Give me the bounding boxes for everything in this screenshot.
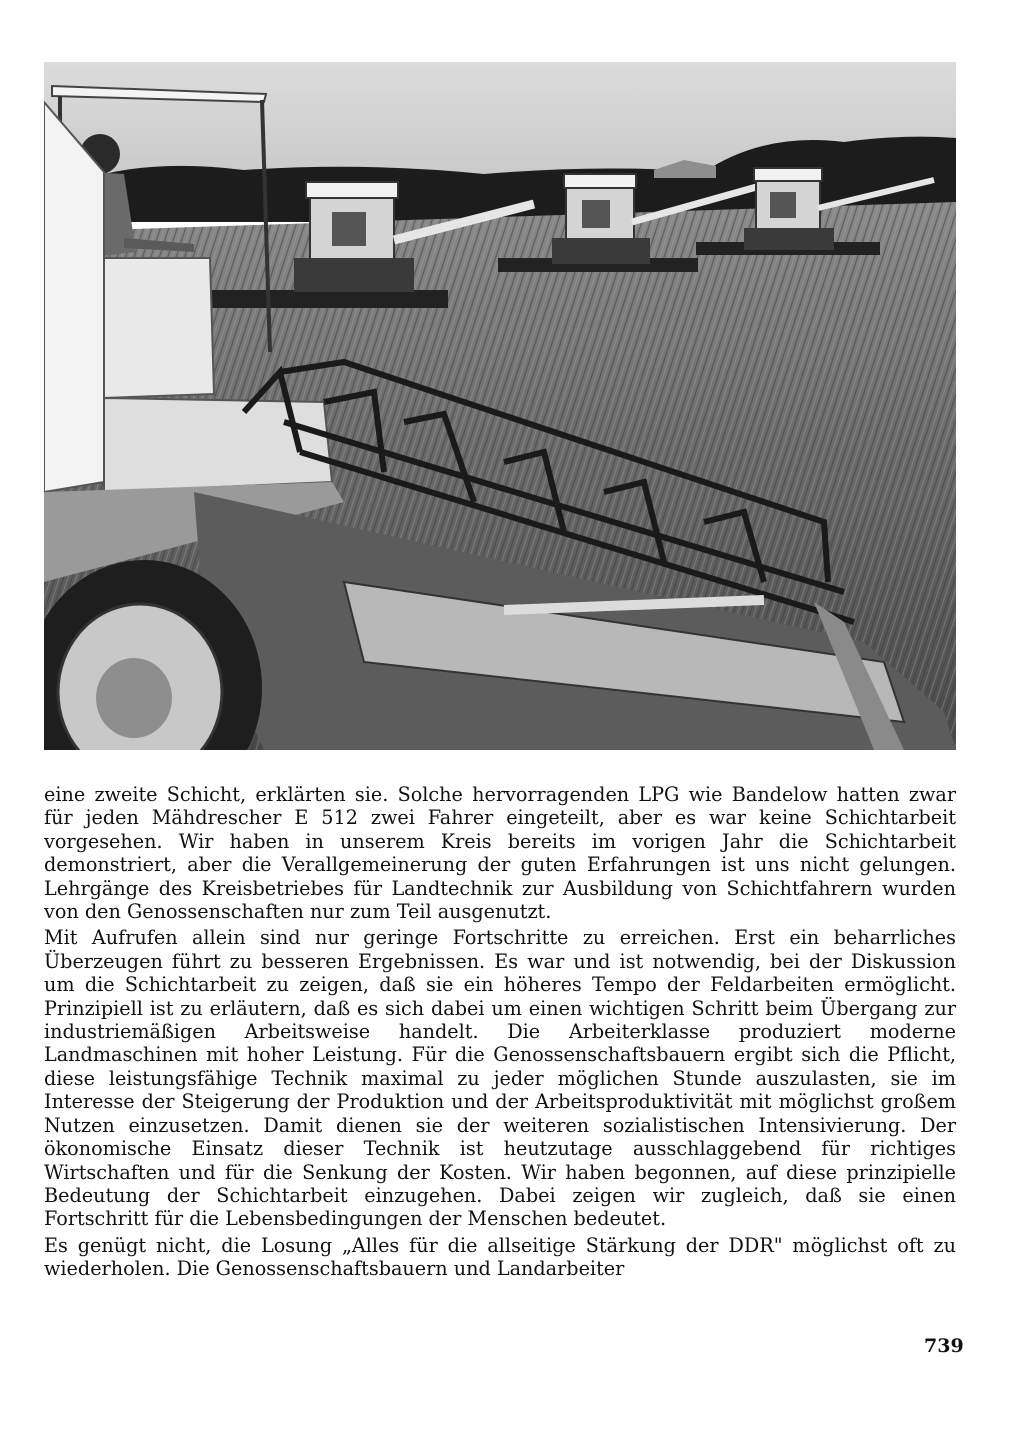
paragraph-3: Es genügt nicht, die Losung „Alles für die allseitige Stärkung der DDR" möglichst oft zu wiederholen. Die Genossenschaftsbauern und Landarbeiter <box>44 1233 956 1281</box>
article-text <box>44 783 956 1281</box>
combine-harvester-photo <box>44 62 956 750</box>
paragraph-1: eine zweite Schicht, erklärten sie. Solche hervorragenden LPG wie Bandelow hatten zwar für jeden Mähdrescher E 512 zwei Fahrer eingeteilt, aber es war keine Schichtarbeit vorgesehen. Wir haben in unserem Kreis bereits im vorigen Jahr die Schichtarbeit demonstriert, aber die Verallgemeinerung der guten Erfahrungen ist uns nicht gelungen. Lehrgänge des Kreisbetriebes für Landtechnik zur Ausbildung von Schichtfahrern wurden von den Genossenschaften nur zum Teil ausgenutzt. <box>44 783 956 924</box>
paragraph-2: Mit Aufrufen allein sind nur geringe Fortschritte zu erreichen. Erst ein beharrliches Überzeugen führt zu besseren Ergebnissen. Es war und ist notwendig, bei der Diskussion um die Schichtarbeit zu zeigen, daß sie ein höheres Tempo der Feldarbeiten ermöglicht. Prinzipiell ist zu erläutern, daß es sich dabei um einen wichtigen Schritt beim Übergang zur industriemäßigen Arbeitsweise handelt. Die Arbeiterklasse produziert moderne Landmaschinen mit hoher Leistung. Für die Genossenschaftsbauern ergibt sich die Pflicht, diese leistungsfähige Technik maximal zu jeder möglichen Stunde auszulasten, sie im Interesse der Steigerung der Produktion und der Arbeitsproduktivität mit möglichst großem Nutzen einzusetzen. Damit dienen sie der weiteren sozialistischen Intensivierung. Der ökonomische Einsatz dieser Technik ist heutzutage ausschlaggebend für richtiges Wirtschaften und für die Senkung der Kosten. Wir haben begonnen, auf diese prinzipielle Bedeutung der Schichtarbeit einzugehen. Dabei zeigen wir zugleich, daß sie einen Fortschritt für die Lebensbedingungen der Menschen bedeutet. <box>44 926 956 1231</box>
page-number: 739 <box>924 1335 964 1357</box>
